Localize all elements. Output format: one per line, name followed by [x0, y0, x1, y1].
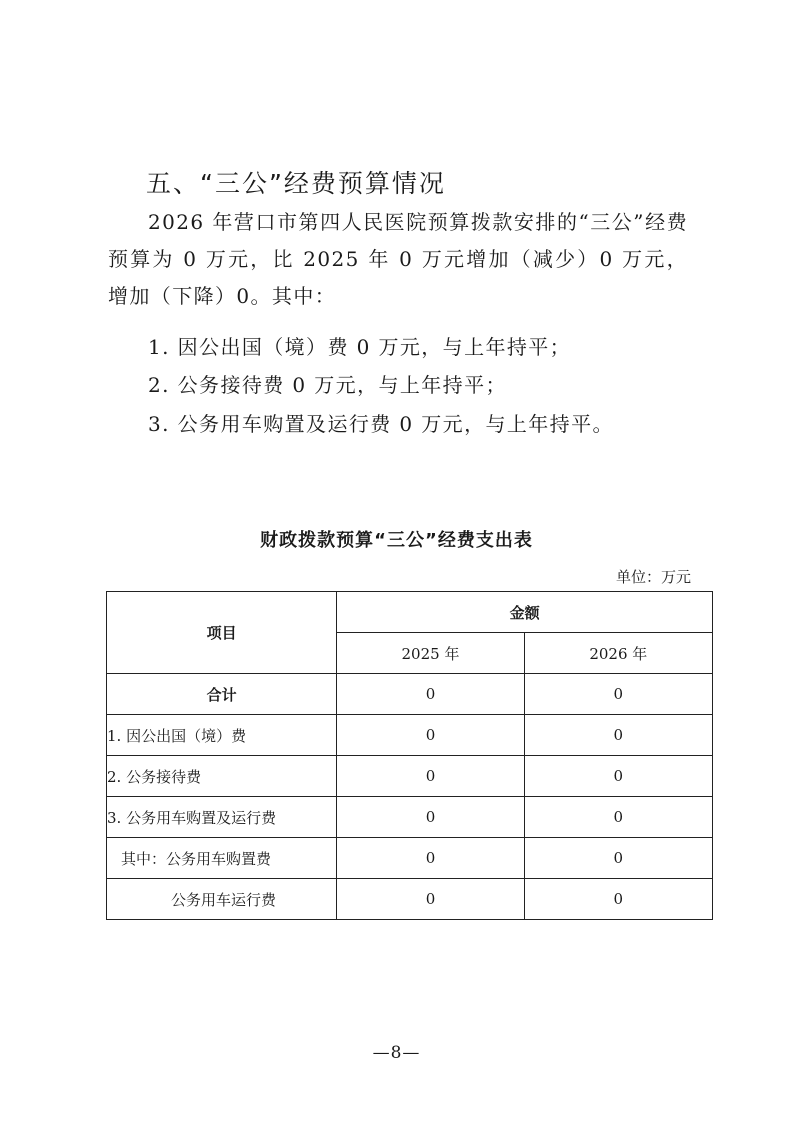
row-name-overseas: 1. 因公出国（境）费	[107, 715, 337, 756]
row-name-vehicle-purchase: 其中：公务用车购置费	[107, 838, 337, 879]
header-amount: 金额	[337, 592, 713, 633]
list-item-overseas: 1. 因公出国（境）费 0 万元，与上年持平；	[148, 335, 572, 359]
row-name-total: 合计	[107, 674, 337, 715]
cell-2026: 0	[524, 797, 712, 838]
budget-paragraph: 2026 年营口市第四人民医院预算拨款安排的“三公”经费预算为 0 万元，比 2025 年 0 万元增加（减少）0 万元，增加（下降）0。其中：	[108, 210, 688, 308]
cell-2025: 0	[337, 756, 524, 797]
page-number: —8—	[372, 1043, 421, 1063]
row-name-vehicle: 3. 公务用车购置及运行费	[107, 797, 337, 838]
row-name-vehicle-operation: 公务用车运行费	[107, 879, 337, 920]
cell-2025: 0	[337, 797, 524, 838]
section-heading: 五、“三公”经费预算情况	[146, 169, 446, 198]
row-name-reception: 2. 公务接待费	[107, 756, 337, 797]
table-row	[107, 879, 713, 920]
three-expenses-table	[106, 591, 713, 920]
table-row	[107, 797, 713, 838]
cell-2026: 0	[524, 756, 712, 797]
cell-2025: 0	[337, 715, 524, 756]
cell-2026: 0	[524, 715, 712, 756]
list-item-vehicle: 3. 公务用车购置及运行费 0 万元，与上年持平。	[148, 412, 614, 436]
cell-2026: 0	[524, 674, 712, 715]
cell-2025: 0	[337, 879, 524, 920]
cell-2025: 0	[337, 838, 524, 879]
table-title: 财政拨款预算“三公”经费支出表	[260, 530, 533, 551]
header-year-2026: 2026 年	[524, 633, 712, 674]
unit-label: 单位：万元	[615, 568, 691, 586]
cell-2026: 0	[524, 879, 712, 920]
table-row	[107, 715, 713, 756]
list-item-reception: 2. 公务接待费 0 万元，与上年持平；	[148, 373, 507, 397]
cell-2025: 0	[337, 674, 524, 715]
table-row	[107, 838, 713, 879]
table-row	[107, 756, 713, 797]
cell-2026: 0	[524, 838, 712, 879]
header-item: 项目	[107, 592, 337, 674]
header-year-2025: 2025 年	[337, 633, 524, 674]
table-row	[107, 674, 713, 715]
